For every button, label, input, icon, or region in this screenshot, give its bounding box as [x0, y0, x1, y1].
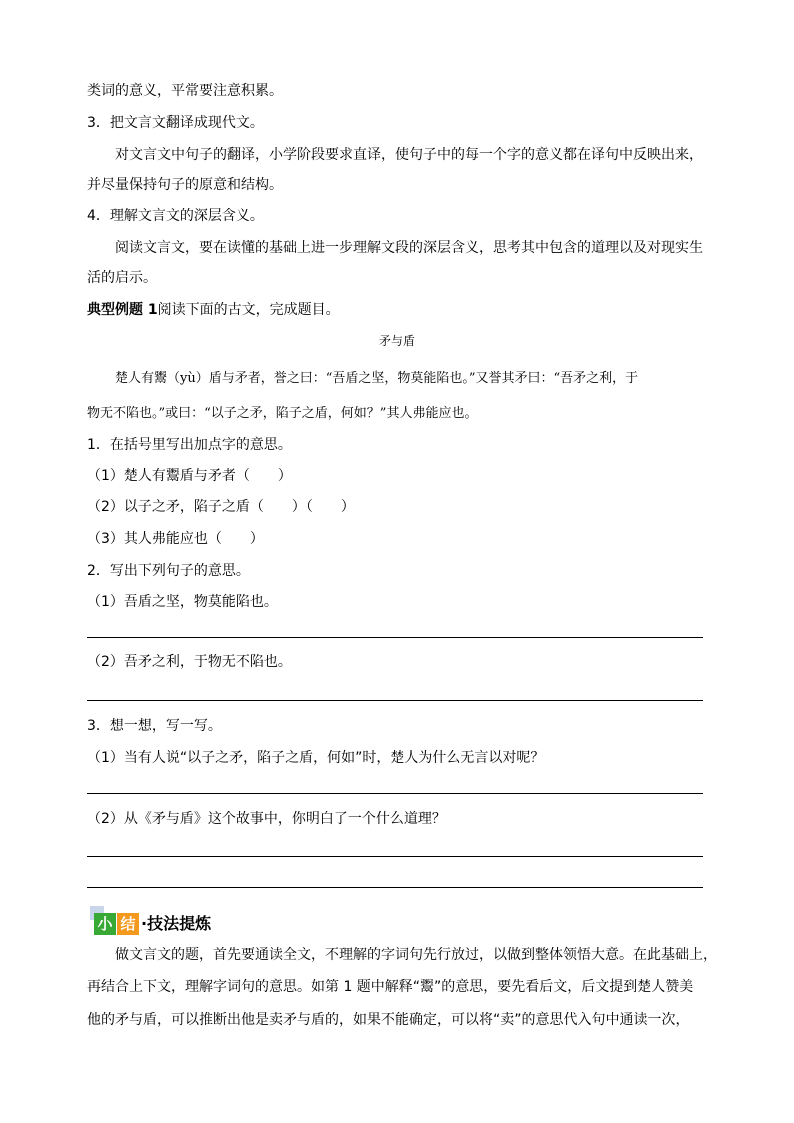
text-line: 对文言文中句子的翻译，小学阶段要求直译，使句子中的每一个字的意义都在译句中反映出来，	[115, 147, 703, 163]
example-label: 典型例题 1	[87, 302, 158, 318]
summary-char-box: 结	[117, 913, 139, 935]
summary-text: 他的矛与盾，可以推断出他是卖矛与盾的，如果不能确定，可以将“卖”的意思代入句中通读一次，	[87, 1012, 690, 1028]
section-heading: 3．把文言文翻译成现代文。	[87, 115, 264, 131]
question-heading: 3．想一想，写一写。	[87, 718, 222, 734]
passage-line: 物无不陷也。”或曰：“以子之矛，陷子之盾，何如？”其人弗能应也。	[87, 406, 478, 421]
passage-title: 矛与盾	[378, 334, 415, 348]
example-instruction: 阅读下面的古文，完成题目。	[157, 302, 340, 318]
answer-line[interactable]	[87, 637, 703, 638]
text-line: 活的启示。	[87, 270, 157, 286]
summary-text: 再结合上下文，理解字词句的意思。如第 1 题中解释“鬻”的意思，要先看后文，后文提到楚人赞美	[87, 979, 694, 995]
text-line: 类词的意义，平常要注意积累。	[87, 83, 283, 99]
answer-line[interactable]	[87, 700, 703, 701]
passage-line: 楚人有鬻（yù）盾与矛者，誉之曰：“吾盾之坚，物莫能陷也。”又誉其矛曰：“吾矛之利，于	[115, 371, 639, 386]
question-heading: 2．写出下列句子的意思。	[87, 563, 250, 579]
section-heading: 4．理解文言文的深层含义。	[87, 208, 264, 224]
question-item: （3）其人弗能应也（ ）	[87, 531, 264, 547]
summary-text: 做文言文的题，首先要通读全文，不理解的字词句先行放过，以做到整体领悟大意。在此基础上，	[115, 947, 717, 963]
question-item: （2）从《矛与盾》这个故事中，你明白了一个什么道理？	[87, 811, 446, 827]
answer-line[interactable]	[87, 793, 703, 794]
text-line: 并尽量保持句子的原意和结构。	[87, 177, 283, 193]
summary-title: ·技法提炼	[141, 914, 212, 933]
answer-line[interactable]	[87, 887, 703, 888]
answer-line[interactable]	[87, 856, 703, 857]
question-heading: 1．在括号里写出加点字的意思。	[87, 437, 292, 453]
text-line: 阅读文言文，要在读懂的基础上进一步理解文段的深层含义，思考其中包含的道理以及对现实生	[115, 240, 703, 256]
example-heading	[87, 300, 340, 320]
question-item: （1）吾盾之坚，物莫能陷也。	[87, 594, 278, 610]
question-item: （2）以子之矛，陷子之盾（ ）（ ）	[87, 499, 355, 515]
summary-header	[90, 906, 290, 938]
question-item: （1）楚人有鬻盾与矛者（ ）	[87, 468, 292, 484]
question-item: （1）当有人说“以子之矛，陷子之盾，何如”时，楚人为什么无言以对呢？	[87, 750, 545, 766]
summary-char-box: 小	[94, 913, 116, 935]
question-item: （2）吾矛之利，于物无不陷也。	[87, 654, 292, 670]
